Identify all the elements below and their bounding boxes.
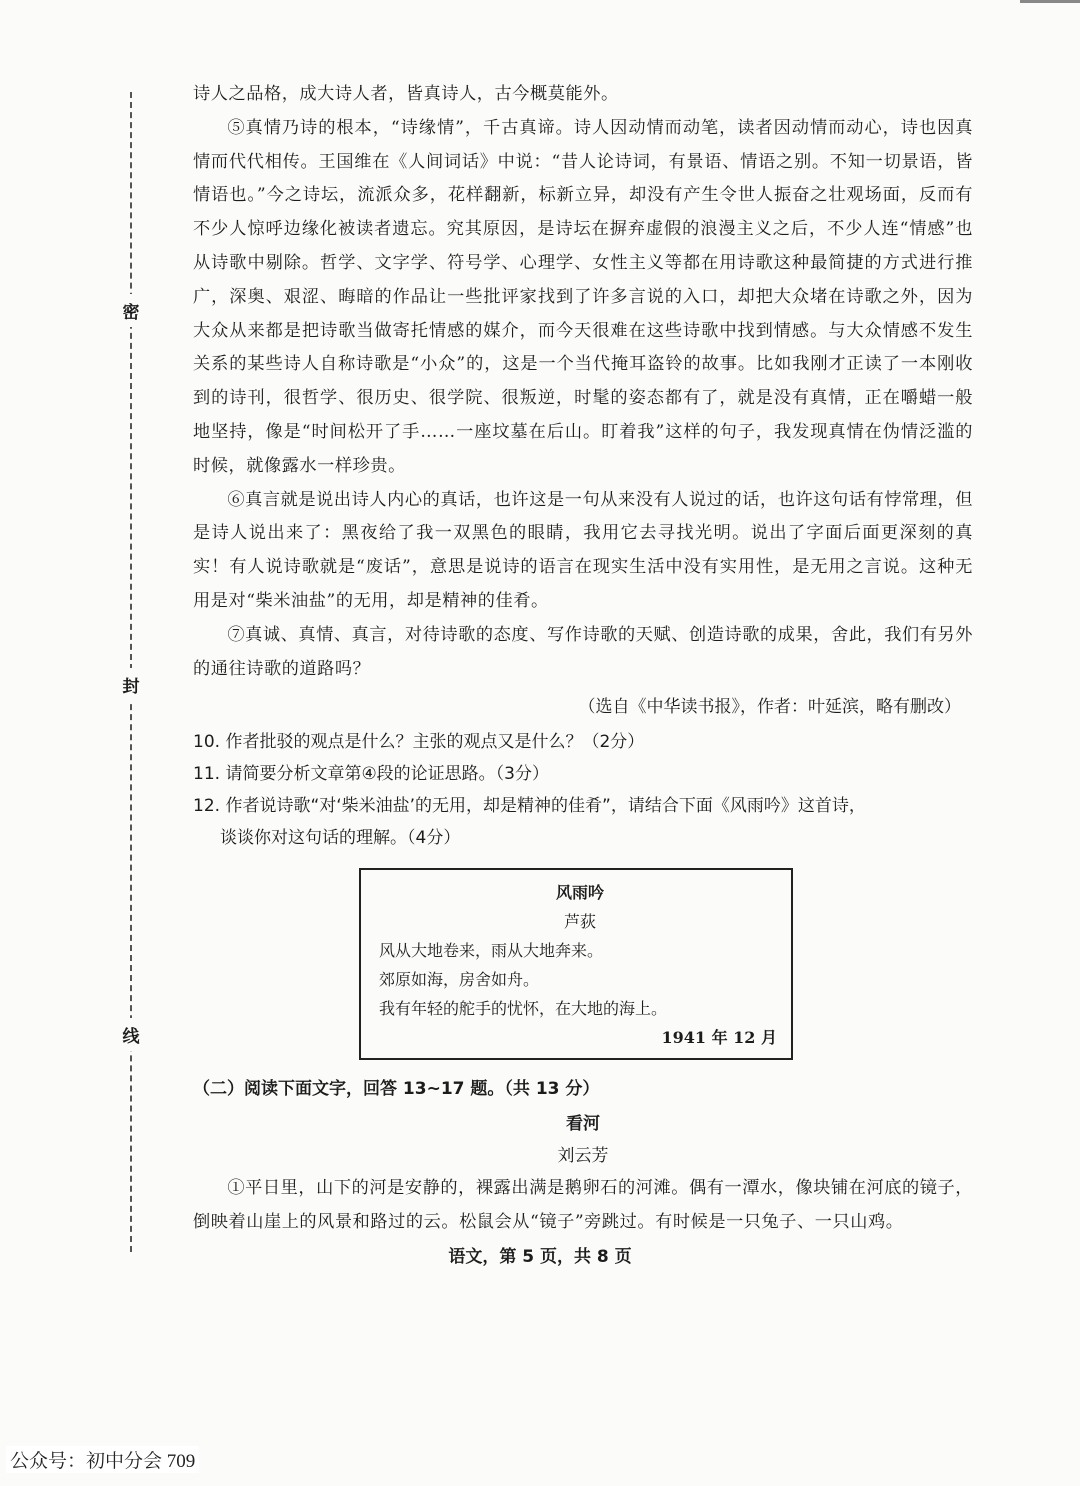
corner-mark — [1020, 0, 1080, 3]
poem-line: 我有年轻的舵手的忧怀，在大地的海上。 — [379, 999, 668, 1019]
exam-page-content — [193, 78, 973, 1240]
article-paragraph-7: ⑦真诚、真情、真言，对待诗歌的态度、写作诗歌的天赋、创造诗歌的成果，舍此，我们有另外的通往诗歌的道路吗？ — [193, 624, 973, 679]
seal-char-xian: 线 — [119, 1018, 143, 1051]
poem-line: 郊原如海，房舍如舟。 — [379, 970, 540, 990]
poem-date: 1941 年 12 月 — [661, 1028, 777, 1048]
question-11: 11. 请简要分析文章第④段的论证思路。（3分） — [193, 764, 549, 785]
poem-title: 风雨吟 — [555, 883, 604, 903]
page-footer: 语文，第 5 页，共 8 页 — [448, 1247, 632, 1267]
story-author: 刘云芳 — [557, 1146, 609, 1167]
watermark: 公众号：初中分会 709 — [6, 1446, 199, 1473]
poem-line: 风从大地卷来，雨从大地奔来。 — [379, 941, 604, 961]
seal-char-feng: 封 — [119, 668, 143, 701]
poem-box — [359, 868, 793, 1060]
seal-char-mi: 密 — [119, 294, 143, 327]
story-title: 看河 — [566, 1114, 600, 1135]
article-source: （选自《中华读书报》，作者：叶延滨，略有删改） — [578, 697, 961, 718]
article-paragraph-4-end: 诗人之品格，成大诗人者，皆真诗人，古今概莫能外。 — [193, 84, 619, 104]
question-12 — [193, 790, 973, 854]
question-12-line-1: 12. 作者说诗歌“对‘柴米油盐’的无用，却是精神的佳肴”，请结合下面《风雨吟》这首诗， — [193, 796, 866, 817]
article-paragraph-6: ⑥真言就是说出诗人内心的真话，也许这是一句从来没有人说过的话，也许这句话有悖常理，但是诗人说出来了：黑夜给了我一双黑色的眼睛，我用它去寻找光明。说出了字面后面更深刻的真实！有人说诗歌就是“废话”，意思是说诗的语言在现实生活中没有实用性，是无用之言说。这种无用是对“柴米油盐”的无用，却是精神的佳肴。 — [193, 489, 973, 611]
section-2-heading: （二）阅读下面文字，回答 13~17 题。（共 13 分） — [193, 1079, 600, 1100]
story-paragraph-1: ①平日里，山下的河是安静的，裸露出满是鹅卵石的河滩。偶有一潭水，像块铺在河底的镜子，倒映着山崖上的风景和路过的云。松鼠会从“镜子”旁跳过。有时候是一只兔子、一只山鸡。 — [193, 1178, 973, 1233]
poem-author: 芦荻 — [563, 912, 596, 932]
article-paragraph-5: ⑤真情乃诗的根本，“诗缘情”，千古真谛。诗人因动情而动笔，读者因动情而动心，诗也因真情而代代相传。王国维在《人间词话》中说：“昔人论诗词，有景语、情语之别。不知一切景语，皆情语也。”今之诗坛，流派众多，花样翻新，标新立异，却没有产生令世人振奋之壮观场面，反而有不少人惊呼边缘化被读者遗忘。究其原因，是诗坛在摒弃虚假的浪漫主义之后，不少人连“情感”也从诗歌中剔除。哲学、文字学、符号学、心理学、女性主义等都在用诗歌这种最简捷的方式进行推广，深奥、艰涩、晦暗的作品让一些批评家找到了许多言说的入口，却把大众堵在诗歌之外，因为大众从来都是把诗歌当做寄托情感的媒介，而今天很难在这些诗歌中找到情感。与大众情感不发生关系的某些诗人自称诗歌是“小众”的，这是一个当代掩耳盗铃的故事。比如我刚才正读了一本刚收到的诗刊，很哲学、很历史、很学院、很叛逆，时髦的姿态都有了，就是没有真情，正在嚼蜡一般地坚持，像是“时间松开了手……一座坟墓在后山。盯着我”这样的句子，我发现真情在伪情泛滥的时候，就像露水一样珍贵。 — [193, 117, 973, 476]
question-12-line-2: 谈谈你对这句话的理解。（4分） — [220, 828, 461, 849]
question-10: 10. 作者批驳的观点是什么？主张的观点又是什么？（2分） — [193, 732, 645, 753]
